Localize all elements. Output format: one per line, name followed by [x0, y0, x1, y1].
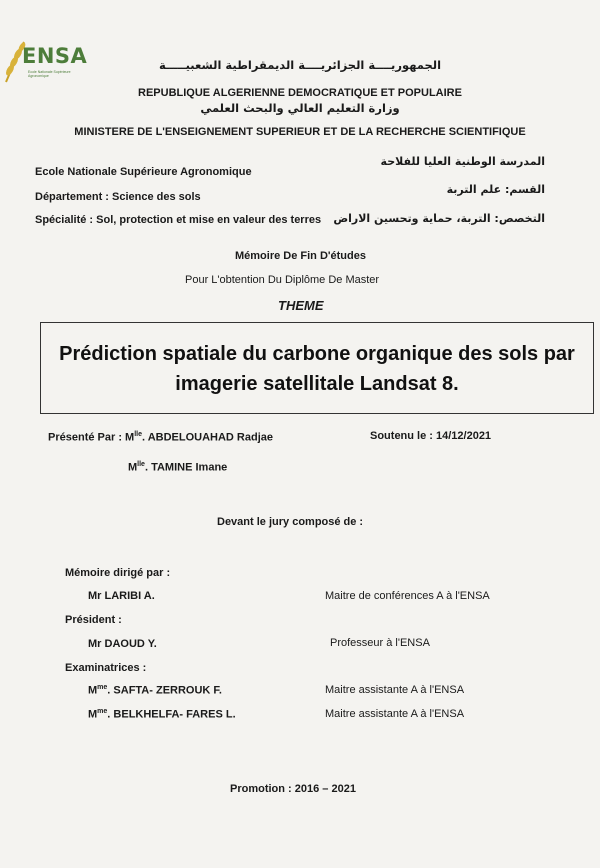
speciality-arabic: التخصص: التربة، حماية وتحسين الاراض	[333, 212, 545, 225]
republic-title: REPUBLIQUE ALGERIENNE DEMOCRATIQUE ET POPULAIRE	[138, 87, 462, 99]
author2	[128, 461, 227, 474]
examiner2-role: Maitre assistante A à l'ENSA	[325, 708, 465, 720]
school-name-arabic: المدرسة الوطنية العليا للفلاحة	[380, 155, 545, 168]
examiner2	[88, 708, 236, 721]
examiner2-name: . BELKHELFA- FARES L.	[107, 708, 236, 721]
president-label: Président :	[65, 614, 122, 626]
ministry-title: MINISTERE DE L'ENSEIGNEMENT SUPERIEUR ET DE LA RECHERCHE SCIENTIFIQUE	[74, 126, 526, 138]
memoire-heading: Mémoire De Fin D'études	[235, 250, 366, 262]
arabic-republic-title: الجمهوريــــة الجزائريــــة الديمقراطية الشعبيـــــة	[158, 58, 442, 72]
president-role: Professeur à l'ENSA	[330, 637, 430, 649]
logo-text: ENSA	[22, 44, 88, 68]
president-name: Mr DAOUD Y.	[88, 638, 157, 650]
department-arabic: القسم: علم التربة	[446, 183, 545, 196]
director-name: Mr LARIBI A.	[88, 590, 155, 602]
theme-label: THEME	[278, 298, 324, 313]
examiner2-sup: me	[97, 708, 108, 715]
speciality: Spécialité : Sol, protection et mise en valeur des terres	[35, 214, 322, 226]
department: Département : Science des sols	[35, 191, 201, 203]
examiner1-sup: me	[97, 684, 108, 691]
memoire-subheading: Pour L'obtention Du Diplôme De Master	[185, 274, 380, 286]
promotion: Promotion : 2016 – 2021	[230, 783, 356, 795]
examiners-label: Examinatrices :	[65, 662, 147, 674]
examiner1-role: Maitre assistante A à l'ENSA	[325, 684, 465, 696]
examiner1-prefix: M	[88, 684, 98, 697]
presented-by	[48, 431, 273, 444]
logo-subtitle: Ecole Nationale Supérieure Agronomique	[28, 70, 71, 78]
examiner2-prefix: M	[88, 708, 98, 721]
examiner1-name: . SAFTA- ZERROUK F.	[107, 684, 222, 697]
presented-label: Présenté Par : M	[48, 431, 135, 444]
school-name: Ecole Nationale Supérieure Agronomique	[35, 166, 252, 178]
thesis-title-line2: imagerie satellitale Landsat 8.	[175, 373, 459, 395]
author2-name: . TAMINE Imane	[144, 461, 228, 474]
thesis-title-line1: Prédiction spatiale du carbone organique des sols par	[59, 343, 575, 365]
director-label: Mémoire dirigé par :	[65, 567, 171, 579]
author1-title-sup: lle	[134, 431, 142, 438]
author1-name: . ABDELOUAHAD Radjae	[142, 431, 273, 444]
author2-title-sup: lle	[137, 461, 145, 468]
author2-prefix: M	[128, 461, 138, 474]
jury-heading: Devant le jury composé de :	[217, 516, 364, 528]
director-role: Maitre de conférences A à l'ENSA	[325, 590, 490, 602]
arabic-ministry-title: وزارة التعليم العالي والبحث العلمي	[200, 101, 400, 115]
examiner1	[88, 684, 222, 697]
theme-box	[40, 322, 594, 414]
defense-date: Soutenu le : 14/12/2021	[370, 430, 492, 442]
